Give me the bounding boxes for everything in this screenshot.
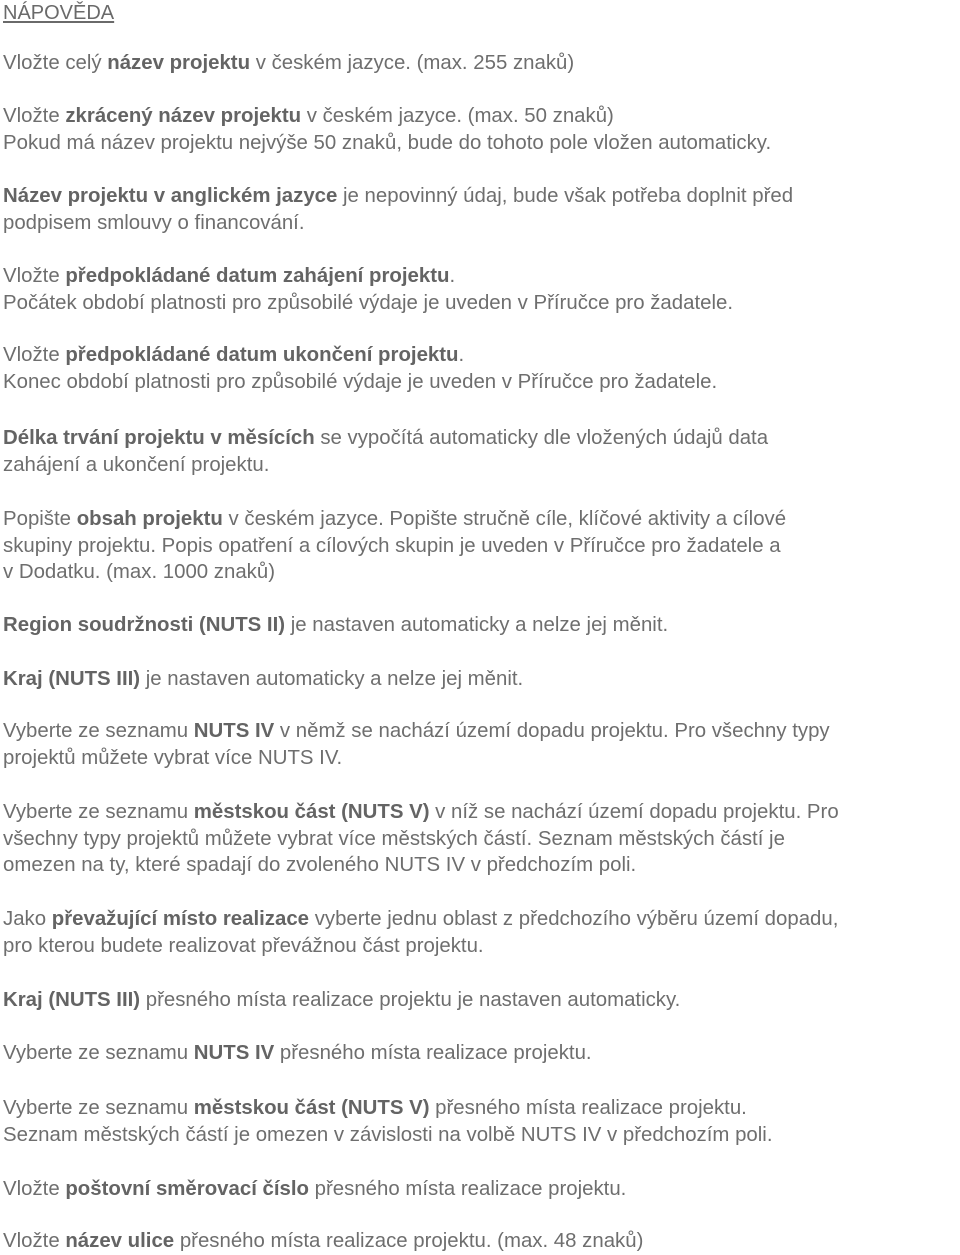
text-run: Pokud má název projektu nejvýše 50 znaků, bude do tohoto pole vložen automaticky. (3, 131, 772, 154)
text-run: přesného místa realizace projektu. (429, 1097, 747, 1119)
text-line (3, 1095, 957, 1122)
text-line (3, 1228, 957, 1255)
help-paragraph-exact-nuts-v (3, 1095, 957, 1148)
text-run: Jako (3, 908, 52, 930)
text-line (3, 290, 957, 317)
help-paragraph-content (3, 506, 957, 586)
text-run: Vložte celý (3, 52, 108, 74)
bold-term: obsah projektu (76, 508, 223, 530)
text-line (3, 50, 957, 77)
text-run: Vyberte ze seznamu (3, 801, 194, 823)
text-run: Vložte (3, 105, 66, 127)
text-run: přesného místa realizace projektu. (274, 1042, 592, 1064)
text-line (3, 799, 957, 826)
text-run: v českém jazyce. (max. 255 znaků) (250, 52, 575, 74)
help-paragraph-kraj (3, 666, 957, 693)
text-run: je nastaven automaticky a nelze jej měnit. (285, 614, 669, 636)
text-line (3, 183, 957, 210)
text-run: vyberte jednu oblast z předchozího výběru území dopadu, (309, 908, 839, 930)
text-line (3, 826, 957, 853)
text-run: přesného místa realizace projektu. (max. 48 znaků) (174, 1230, 644, 1252)
text-run: v českém jazyce. Popište stručně cíle, klíčové aktivity a cílové (222, 508, 787, 530)
text-run: Seznam městských částí je omezen v závislosti na volbě NUTS IV v předchozím poli. (3, 1123, 773, 1146)
text-run: Vyberte ze seznamu (3, 720, 194, 742)
text-line (3, 666, 957, 693)
text-line (3, 342, 957, 369)
bold-term: NUTS IV (193, 1042, 275, 1064)
text-run: skupiny projektu. Popis opatření a cílových skupin je uveden v Příručce pro žadatele a (3, 534, 781, 557)
bold-term: název ulice (65, 1230, 175, 1252)
text-run: v českém jazyce. (max. 50 znaků) (301, 105, 614, 127)
bold-term: poštovní směrovací číslo (65, 1178, 309, 1200)
help-paragraph-start-date (3, 263, 957, 316)
text-run: podpisem smlouvy o financování. (3, 211, 305, 234)
help-paragraph-nuts-v (3, 799, 957, 879)
text-line (3, 987, 957, 1014)
text-line (3, 452, 957, 479)
text-run: Vložte (3, 1230, 66, 1252)
text-run: projektů můžete vybrat více NUTS IV. (3, 746, 343, 769)
text-run: Vložte (3, 344, 66, 366)
text-run: Vyberte ze seznamu (3, 1042, 194, 1064)
text-run: . (458, 344, 465, 366)
text-run: Vložte (3, 1178, 66, 1200)
bold-term: Kraj (NUTS III) (3, 668, 141, 690)
bold-term: zkrácený název projektu (65, 105, 302, 127)
text-run: Popište (3, 508, 77, 530)
text-line (3, 1176, 957, 1203)
text-run: omezen na ty, které spadají do zvoleného NUTS IV v předchozím poli. (3, 854, 637, 876)
help-paragraph-exact-nuts-iv (3, 1040, 957, 1067)
help-paragraph-nuts-iv (3, 718, 957, 771)
text-line (3, 130, 957, 157)
bold-term: převažující místo realizace (51, 908, 310, 930)
text-run: pro kterou budete realizovat převážnou část projektu. (3, 934, 484, 957)
bold-term: Název projektu v anglickém jazyce (3, 185, 338, 207)
bold-term: Délka trvání projektu v měsících (3, 427, 315, 449)
help-paragraph-region (3, 612, 957, 639)
text-run: je nastaven automaticky a nelze jej měnit. (140, 668, 524, 690)
text-line (3, 559, 957, 586)
text-run: Vyberte ze seznamu (3, 1097, 194, 1119)
text-run: . (449, 265, 456, 287)
text-run: Počátek období platnosti pro způsobilé výdaje je uveden v Příručce pro žadatele. (3, 291, 733, 314)
help-heading: NÁPOVĚDA (3, 2, 115, 24)
help-paragraph-street (3, 1228, 957, 1255)
text-line (3, 1040, 957, 1067)
bold-term: NUTS IV (193, 720, 275, 742)
text-line (3, 425, 957, 452)
bold-term: Kraj (NUTS III) (3, 989, 141, 1011)
bold-term: městskou část (NUTS V) (193, 801, 430, 823)
text-run: v němž se nachází území dopadu projektu. Pro všechny typy (274, 720, 830, 742)
bold-term: název projektu (107, 52, 251, 74)
text-line (3, 1122, 957, 1149)
text-run: Konec období platnosti pro způsobilé výdaje je uveden v Příručce pro žadatele. (3, 370, 718, 393)
bold-term: předpokládané datum zahájení projektu (65, 265, 450, 287)
text-line (3, 103, 957, 130)
text-line (3, 718, 957, 745)
help-paragraph-postal-code (3, 1176, 957, 1203)
bold-term: městskou část (NUTS V) (193, 1097, 430, 1119)
text-line (3, 210, 957, 237)
help-paragraph-short-name (3, 103, 957, 156)
help-paragraph-english-name (3, 183, 957, 236)
text-run: Vložte (3, 265, 66, 287)
text-line (3, 263, 957, 290)
text-line (3, 533, 957, 560)
text-run: v níž se nachází území dopadu projektu. Pro (429, 801, 839, 823)
text-run: přesného místa realizace projektu. (309, 1178, 627, 1200)
help-paragraph-exact-kraj (3, 987, 957, 1014)
text-run: v Dodatku. (max. 1000 znaků) (3, 561, 276, 583)
text-line (3, 369, 957, 396)
bold-term: Region soudržnosti (NUTS II) (3, 614, 286, 636)
bold-term: předpokládané datum ukončení projektu (65, 344, 459, 366)
help-paragraph-duration (3, 425, 957, 478)
text-run: je nepovinný údaj, bude však potřeba doplnit před (337, 185, 794, 207)
text-line (3, 852, 957, 879)
text-run: zahájení a ukončení projektu. (3, 453, 270, 476)
text-line (3, 612, 957, 639)
text-line (3, 506, 957, 533)
text-run: přesného místa realizace projektu je nastaven automaticky. (140, 989, 681, 1011)
text-line (3, 933, 957, 960)
text-line (3, 745, 957, 772)
text-run: všechny typy projektů můžete vybrat více městských částí. Seznam městských částí je (3, 827, 785, 850)
help-paragraph-end-date (3, 342, 957, 395)
text-line (3, 906, 957, 933)
help-paragraph-project-name (3, 50, 957, 77)
help-paragraph-main-place (3, 906, 957, 959)
text-run: se vypočítá automaticky dle vložených údajů data (314, 427, 769, 449)
